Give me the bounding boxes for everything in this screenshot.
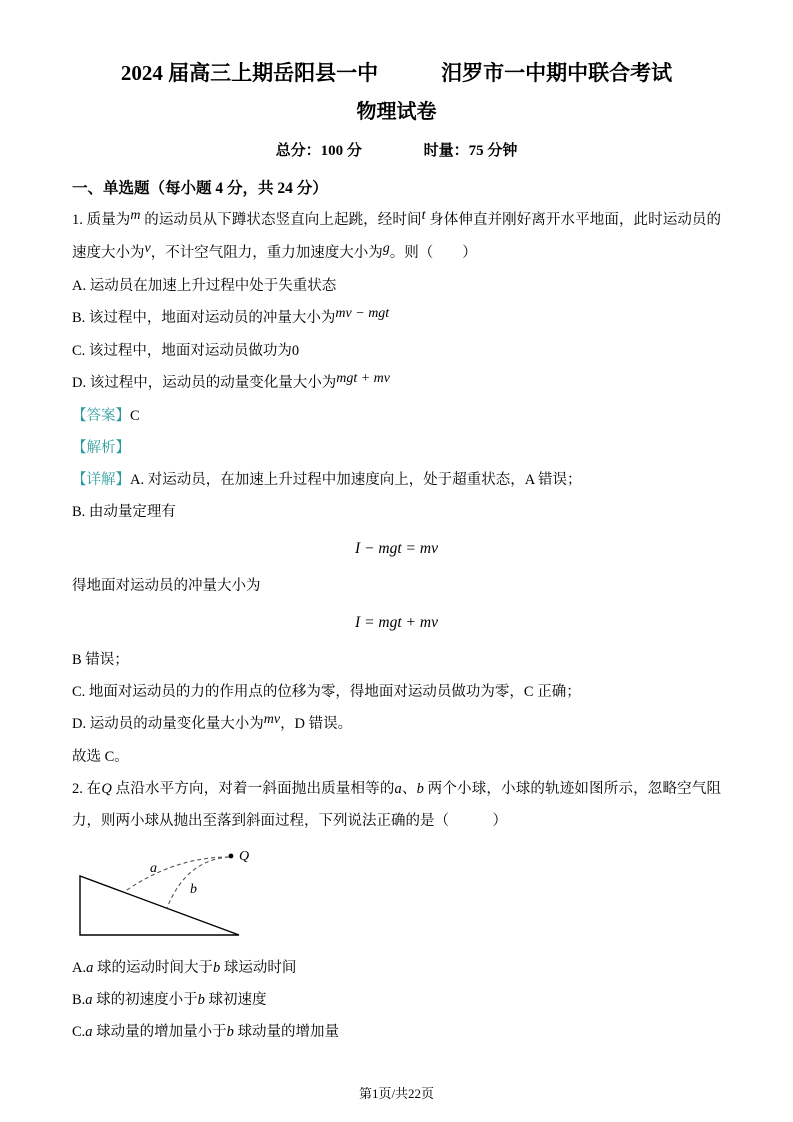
incline-triangle	[80, 876, 239, 935]
q1-detail-b-intro: B. 由动量定理有	[72, 503, 176, 520]
page-footer: 第1页/共22页	[358, 1086, 435, 1101]
q1-answer-row	[72, 400, 721, 432]
score-total: 总分：100 分	[275, 142, 362, 159]
doc-title: 2024 届高三上期岳阳县一中 汨罗市一中期中联合考试	[120, 61, 673, 85]
analysis-label: 【解析】	[72, 439, 130, 456]
answer-value: C	[130, 407, 140, 424]
figure-label-a: a	[150, 860, 157, 876]
q1-stem: 1. 质量为m 的运动员从下蹲状态竖直向上起跳，经时间t 身体伸直并刚好离开水平地面，此时运动员的速度大小为v，不计空气阻力，重力加速度大小为g。则（ ）	[72, 207, 722, 261]
section-heading: 一、单选题（每小题 4 分，共 24 分）	[72, 179, 328, 197]
q2-option-c: C.a 球动量的增加量小于b 球动量的增加量	[72, 1023, 340, 1040]
q1-detail-b-end: B 错误；	[72, 651, 129, 668]
score-time: 时量：75 分钟	[423, 142, 518, 159]
figure-label-b: b	[190, 881, 197, 897]
incline-figure-svg	[74, 843, 334, 943]
q1-detail-mid: 得地面对运动员的冲量大小为	[72, 577, 261, 594]
q2-option-a: A.a 球的运动时间大于b 球运动时间	[72, 959, 297, 976]
detail-a-text: A. 对运动员，在加速上升过程中加速度向上，处于超重状态，A 错误；	[130, 471, 582, 488]
answer-label: 【答案】	[72, 407, 130, 424]
trajectory-a	[124, 857, 229, 892]
q2-option-b: B.a 球的初速度小于b 球初速度	[72, 991, 267, 1008]
trajectory-b	[167, 857, 229, 908]
incline-figure	[74, 843, 721, 948]
q1-analysis-row	[72, 432, 721, 464]
equation-impulse-theorem: I − mgt = mv	[355, 539, 438, 557]
equation-impulse-result: I = mgt + mv	[355, 613, 438, 631]
q1-conclusion: 故选 C。	[72, 748, 129, 765]
q1-option-a: A. 运动员在加速上升过程中处于失重状态	[72, 277, 337, 294]
q1-detail-d: D. 运动员的动量变化量大小为mv，D 错误。	[72, 711, 353, 732]
q1-detail-a	[72, 464, 721, 496]
q1-option-b: B. 该过程中，地面对运动员的冲量大小为mv − mgt	[72, 305, 390, 326]
doc-subtitle: 物理试卷	[356, 100, 437, 123]
q1-option-c: C. 该过程中，地面对运动员做功为0	[72, 342, 300, 359]
detail-label: 【详解】	[72, 471, 130, 488]
score-line	[72, 138, 721, 165]
q2-stem: 2. 在Q 点沿水平方向，对着一斜面抛出质量相等的a、b 两个小球，小球的轨迹如图所示，忽略空气阻力，则两小球从抛出至落到斜面过程，下列说法正确的是（ ）	[72, 780, 722, 829]
q1-option-d: D. 该过程中，运动员的动量变化量大小为mgt + mv	[72, 370, 391, 391]
q-point-dot	[229, 853, 234, 858]
figure-label-q: Q	[239, 848, 250, 864]
q1-detail-c: C. 地面对运动员的力的作用点的位移为零，得地面对运动员做功为零，C 正确；	[72, 683, 581, 700]
